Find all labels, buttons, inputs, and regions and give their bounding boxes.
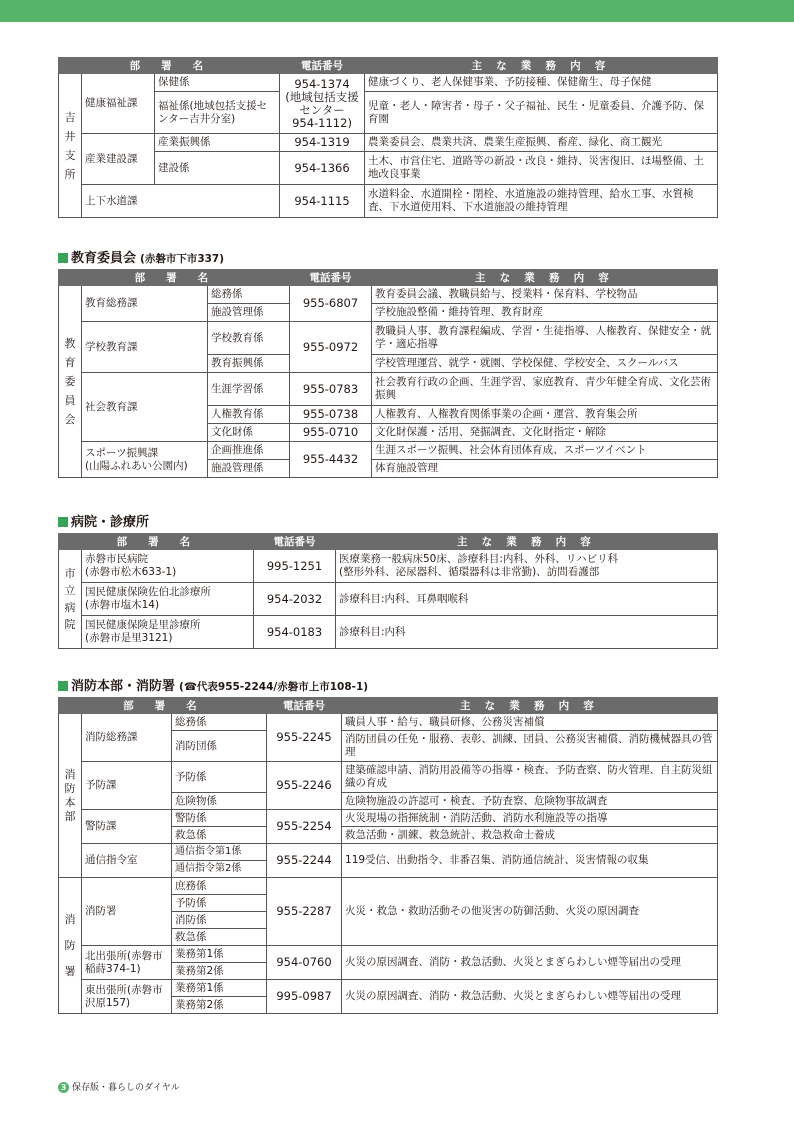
yoshii-branch-section bbox=[58, 57, 718, 218]
section-square-icon bbox=[58, 681, 68, 691]
work-content: 救急活動・訓練、救急統計、救急救命士養成 bbox=[342, 827, 718, 844]
phone-number: 955-2246 bbox=[267, 762, 342, 810]
unit-name: 通信指令第1係 bbox=[172, 844, 267, 861]
unit-name: 業務第2係 bbox=[172, 963, 267, 980]
work-content: 体育施設管理 bbox=[372, 460, 718, 478]
unit-name: 危険物係 bbox=[172, 793, 267, 810]
work-content: 教職員人事、教育課程編成、学習・生徒指導、人権教育、保健安全・就学・適応指導 bbox=[372, 322, 718, 355]
phone-number: 954-0183 bbox=[254, 616, 336, 649]
phone-number: 955-6807 bbox=[290, 286, 372, 322]
tel-header: 電話番号 bbox=[254, 534, 336, 550]
unit-name: 庶務係 bbox=[172, 878, 267, 895]
table-row bbox=[59, 946, 718, 963]
work-content: 人権教育、人権教育関係事業の企画・運営、教育集会所 bbox=[372, 406, 718, 424]
unit-name: 予防係 bbox=[172, 895, 267, 912]
unit-name: 通信指令第2係 bbox=[172, 861, 267, 878]
unit-name: 救急係 bbox=[172, 929, 267, 946]
dept-header: 部 署 名 bbox=[59, 534, 254, 550]
footer-text: 保存版・暮らしのダイヤル bbox=[72, 1083, 180, 1093]
work-header: 主 な 業 務 内 容 bbox=[365, 58, 718, 74]
table-row bbox=[59, 980, 718, 997]
section-title bbox=[58, 678, 718, 695]
work-content: 教育委員会議、教職員給与、授業料・保育料、学校物品 bbox=[372, 286, 718, 304]
table-row bbox=[59, 762, 718, 793]
table-row bbox=[59, 373, 718, 406]
tel-header: 電話番号 bbox=[280, 58, 365, 74]
unit-name: 総務係 bbox=[172, 714, 267, 731]
work-content: 学校管理運営、就学・就園、学校保健、学校安全、スクールバス bbox=[372, 355, 718, 373]
tel-header: 電話番号 bbox=[267, 698, 342, 714]
phone-number: 954-1366 bbox=[280, 152, 365, 185]
work-content: 119受信、出動指令、非番召集、消防通信統計、災害情報の収集 bbox=[342, 844, 718, 878]
work-content: 土木、市営住宅、道路等の新設・改良・維持、災害復旧、ほ場整備、土地改良事業 bbox=[365, 152, 718, 185]
section-name: 学校教育課 bbox=[82, 322, 208, 373]
section-name: 教育総務課 bbox=[82, 286, 208, 322]
table-row bbox=[59, 616, 718, 649]
unit-name: 業務第2係 bbox=[172, 997, 267, 1014]
section-name: 社会教育課 bbox=[82, 373, 208, 442]
dept-header: 部 署 名 bbox=[59, 58, 280, 74]
phone-number: 995-1251 bbox=[254, 550, 336, 583]
table-row bbox=[59, 152, 718, 185]
table-row bbox=[59, 550, 718, 583]
unit-name: 施設管理係 bbox=[208, 304, 290, 322]
phone-number: 955-0972 bbox=[290, 322, 372, 373]
phone-number: 954-1319 bbox=[280, 134, 365, 152]
unit-name: 総務係 bbox=[208, 286, 290, 304]
section-title bbox=[58, 250, 718, 267]
education-board-table bbox=[58, 269, 718, 478]
work-content: 消防団員の任免・服務、表彰、訓練、団員、公務災害補償、消防機械器具の管理 bbox=[342, 731, 718, 762]
table-row bbox=[59, 714, 718, 731]
work-content: 文化財保護・活用、発掘調査、文化財指定・解除 bbox=[372, 424, 718, 442]
table-row bbox=[59, 322, 718, 355]
phone-number: 954-1115 bbox=[280, 185, 365, 218]
unit-name: 警防係 bbox=[172, 810, 267, 827]
unit-name: 文化財係 bbox=[208, 424, 290, 442]
section-note: (☎代表955-2244/赤磐市上市108-1) bbox=[179, 681, 369, 693]
unit-name: 施設管理係 bbox=[208, 460, 290, 478]
work-content: 医療業務一般病床50床、診療科目:内科、外科、リハビリ科 (整形外科、泌尿器科、循環器科は非常勤)、訪問看護部 bbox=[336, 550, 718, 583]
page-footer bbox=[58, 1082, 180, 1094]
unit-name: 企画推進係 bbox=[208, 442, 290, 460]
group-label-text: 教育委員会 bbox=[64, 337, 76, 426]
phone-number: 954-0760 bbox=[267, 946, 342, 980]
work-content: 学校施設整備・維持管理、教育財産 bbox=[372, 304, 718, 322]
unit-name: 建設係 bbox=[155, 152, 280, 185]
phone-number: 955-2254 bbox=[267, 810, 342, 844]
table-row bbox=[59, 810, 718, 827]
unit-name: 予防係 bbox=[172, 762, 267, 793]
table-header bbox=[59, 58, 718, 74]
work-content: 児童・老人・障害者・母子・父子福祉、民生・児童委員、介護予防、保育園 bbox=[365, 92, 718, 134]
section-square-icon bbox=[58, 253, 68, 263]
facility-name: 赤磐市民病院 (赤磐市松木633-1) bbox=[82, 550, 254, 583]
group-label bbox=[59, 550, 82, 649]
unit-name: 福祉係(地域包括支援センター吉井分室) bbox=[155, 92, 280, 134]
table-row bbox=[59, 185, 718, 218]
work-content: 火災の原因調査、消防・救急活動、火災とまぎらわしい煙等届出の受理 bbox=[342, 980, 718, 1014]
table-row bbox=[59, 74, 718, 92]
phone-number: 954-1374 (地域包括支援センター 954-1112) bbox=[280, 74, 365, 134]
work-content: 職員人事・給与、職員研修、公務災害補償 bbox=[342, 714, 718, 731]
phone-number: 954-2032 bbox=[254, 583, 336, 616]
tel-header: 電話番号 bbox=[290, 270, 372, 286]
group-label-text: 消防本部 bbox=[64, 767, 76, 823]
section-name: 東出張所(赤磐市沢原157) bbox=[82, 980, 172, 1014]
phone-number: 955-2245 bbox=[267, 714, 342, 762]
table-row bbox=[59, 92, 718, 134]
education-board-section bbox=[58, 250, 718, 478]
work-content: 健康づくり、老人保健事業、予防接種、保健衛生、母子保健 bbox=[365, 74, 718, 92]
unit-name: 教育振興係 bbox=[208, 355, 290, 373]
group-label-text: 消防署 bbox=[64, 912, 76, 978]
dept-header: 部 署 名 bbox=[59, 698, 267, 714]
yoshii-branch-table bbox=[58, 57, 718, 218]
section-name: 北出張所(赤磐市稲蒔374-1) bbox=[82, 946, 172, 980]
phone-number: 955-0738 bbox=[290, 406, 372, 424]
section-title-text: 病院・診療所 bbox=[71, 515, 150, 530]
section-name: 通信指令室 bbox=[82, 844, 172, 878]
table-header bbox=[59, 270, 718, 286]
section-name: 上下水道課 bbox=[82, 185, 280, 218]
work-content: 危険物施設の許認可・検査、予防査察、危険物事故調査 bbox=[342, 793, 718, 810]
table-row bbox=[59, 442, 718, 460]
section-name: 警防課 bbox=[82, 810, 172, 844]
work-header: 主 な 業 務 内 容 bbox=[336, 534, 718, 550]
phone-number: 995-0987 bbox=[267, 980, 342, 1014]
work-content: 火災の原因調査、消防・救急活動、火災とまぎらわしい煙等届出の受理 bbox=[342, 946, 718, 980]
page-number: 3 bbox=[58, 1082, 69, 1093]
work-content: 社会教育行政の企画、生涯学習、家庭教育、青少年健全育成、文化芸術振興 bbox=[372, 373, 718, 406]
section-square-icon bbox=[58, 517, 68, 527]
section-note: (赤磐市下市337) bbox=[140, 253, 225, 265]
work-content: 生涯スポーツ振興、社会体育団体育成、スポーツイベント bbox=[372, 442, 718, 460]
dept-header: 部 署 名 bbox=[59, 270, 290, 286]
section-name: スポーツ振興課 (山陽ふれあい公園内) bbox=[82, 442, 208, 478]
table-row bbox=[59, 134, 718, 152]
hospital-table bbox=[58, 533, 718, 649]
unit-name: 業務第1係 bbox=[172, 946, 267, 963]
hospital-section bbox=[58, 514, 718, 649]
section-name: 産業建設課 bbox=[82, 134, 155, 185]
table-row bbox=[59, 878, 718, 895]
table-row bbox=[59, 583, 718, 616]
unit-name: 救急係 bbox=[172, 827, 267, 844]
unit-name: 消防団係 bbox=[172, 731, 267, 762]
facility-name: 国民健康保険是里診療所 (赤磐市是里3121) bbox=[82, 616, 254, 649]
top-accent-bar bbox=[0, 0, 794, 22]
group-label bbox=[59, 286, 82, 478]
work-content: 建築確認申請、消防用設備等の指導・検査、予防査察、防火管理、自主防災組織の育成 bbox=[342, 762, 718, 793]
unit-name: 業務第1係 bbox=[172, 980, 267, 997]
facility-name: 国民健康保険佐伯北診療所 (赤磐市塩木14) bbox=[82, 583, 254, 616]
group-label-text: 市立病院 bbox=[64, 567, 76, 631]
work-content: 農業委員会、農業共済、農業生産振興、畜産、緑化、商工観光 bbox=[365, 134, 718, 152]
work-content: 水道料金、水道開栓・閉栓、水道施設の維持管理、給水工事、水質検査、下水道使用料、下水道施設の維持管理 bbox=[365, 185, 718, 218]
work-header: 主 な 業 務 内 容 bbox=[342, 698, 718, 714]
phone-number: 955-2244 bbox=[267, 844, 342, 878]
section-title-text: 教育委員会 bbox=[71, 251, 137, 266]
group-label bbox=[59, 74, 82, 218]
phone-number: 955-2287 bbox=[267, 878, 342, 946]
group-label bbox=[59, 714, 82, 878]
phone-number: 955-0710 bbox=[290, 424, 372, 442]
group-label-text: 吉井支所 bbox=[64, 110, 76, 181]
group-label bbox=[59, 878, 82, 1014]
section-title-text: 消防本部・消防署 bbox=[71, 679, 176, 694]
work-header: 主 な 業 務 内 容 bbox=[372, 270, 718, 286]
fire-department-table bbox=[58, 697, 718, 1014]
table-row bbox=[59, 844, 718, 861]
work-content: 火災・救急・救助活動その他災害の防御活動、火災の原因調査 bbox=[342, 878, 718, 946]
section-name: 消防総務課 bbox=[82, 714, 172, 762]
work-content: 診療科目:内科、耳鼻咽喉科 bbox=[336, 583, 718, 616]
section-name: 予防課 bbox=[82, 762, 172, 810]
phone-number: 955-4432 bbox=[290, 442, 372, 478]
table-header bbox=[59, 534, 718, 550]
unit-name: 生涯学習係 bbox=[208, 373, 290, 406]
work-content: 診療科目:内科 bbox=[336, 616, 718, 649]
phone-number: 955-0783 bbox=[290, 373, 372, 406]
unit-name: 学校教育係 bbox=[208, 322, 290, 355]
table-row bbox=[59, 286, 718, 304]
work-content: 火災現場の指揮統制・消防活動、消防水利施設等の指導 bbox=[342, 810, 718, 827]
unit-name: 人権教育係 bbox=[208, 406, 290, 424]
section-name: 消防署 bbox=[82, 878, 172, 946]
table-header bbox=[59, 698, 718, 714]
section-title bbox=[58, 514, 718, 531]
section-name: 健康福祉課 bbox=[82, 74, 155, 134]
unit-name: 保健係 bbox=[155, 74, 280, 92]
unit-name: 産業振興係 bbox=[155, 134, 280, 152]
unit-name: 消防係 bbox=[172, 912, 267, 929]
fire-department-section bbox=[58, 678, 718, 1014]
